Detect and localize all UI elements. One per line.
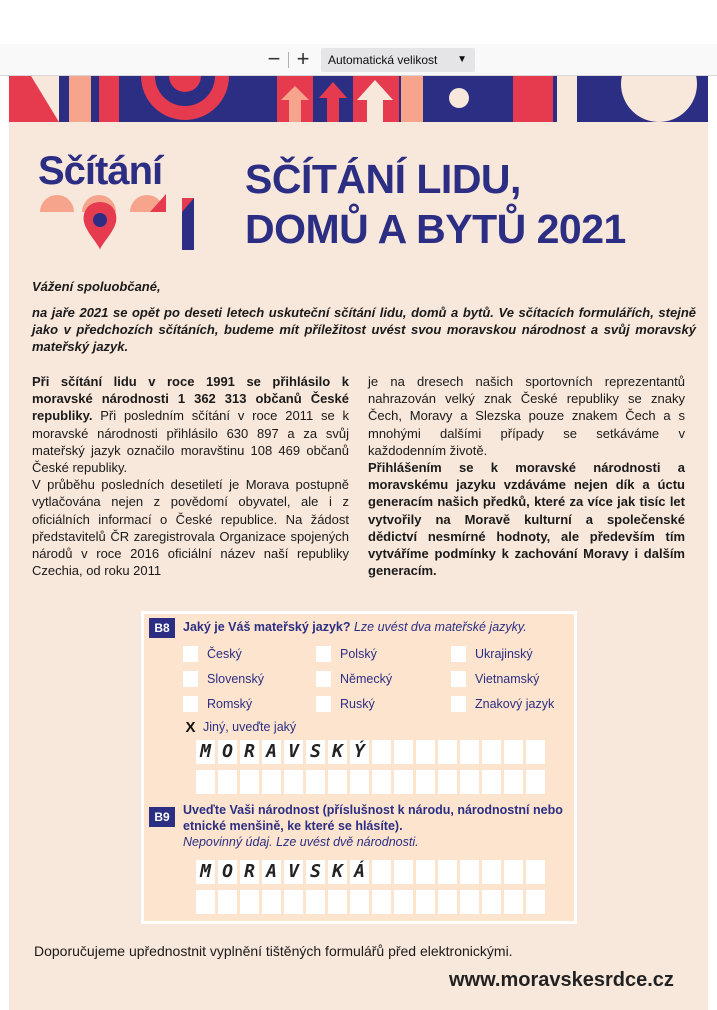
char-cell: [372, 740, 391, 764]
intro-paragraph: na jaře 2021 se opět po deseti letech uskuteční sčítání lidu, domů a bytů. Ve sčítacích formulářích, stejně jako v předchozích sčítáních, budeme mít příležitost uvést svou moravskou národnost a svůj moravský mateřský jazyk.: [32, 305, 696, 354]
b9-answer-row-1[interactable]: [196, 860, 545, 884]
zoom-level-select[interactable]: [321, 48, 475, 72]
salutation: Vážení spoluobčané,: [32, 279, 161, 294]
char-cell: M: [196, 740, 215, 764]
char-cell: [262, 890, 281, 914]
char-cell: [328, 890, 347, 914]
char-cell: [438, 770, 457, 794]
option-label: Slovenský: [207, 672, 264, 686]
website-url: www.moravskesrdce.cz: [449, 969, 674, 991]
char-cell: [372, 770, 391, 794]
checkbox[interactable]: [451, 646, 466, 662]
b9-question-text: Uveďte Vaši národnost (příslušnost k národu, národnostní nebo etnické menšině, ke které se hlásíte).: [183, 803, 563, 833]
pdf-viewer-toolbar: [0, 44, 717, 76]
checkbox[interactable]: [183, 671, 198, 687]
left-paragraph-1-bold: Při sčítání lidu v roce 1991 se přihlásilo k moravské národnosti 1 362 313 občanů České republiky.: [32, 374, 349, 424]
char-cell: [438, 740, 457, 764]
left-column: [32, 373, 349, 579]
b9-answer-row-2[interactable]: [196, 890, 545, 914]
option-label: Český: [207, 647, 242, 661]
char-cell: [394, 860, 413, 884]
char-cell: [372, 860, 391, 884]
char-cell: S: [306, 860, 325, 884]
zoom-out-button[interactable]: −: [267, 46, 281, 71]
char-cell: [460, 890, 479, 914]
checkbox[interactable]: [316, 646, 331, 662]
zoom-level-value: Automatická velikost: [328, 53, 438, 67]
right-paragraph-2: [368, 459, 685, 579]
char-cell: [218, 770, 237, 794]
char-cell: M: [196, 860, 215, 884]
char-cell: [416, 740, 435, 764]
char-cell: [460, 740, 479, 764]
checkbox[interactable]: [451, 696, 466, 712]
footnote: Doporučujeme upřednostnit vyplnění tištěných formulářů před elektronickými.: [34, 943, 513, 959]
b8-badge: B8: [149, 618, 175, 638]
char-cell: [196, 890, 215, 914]
char-cell: [394, 890, 413, 914]
zoom-in-button[interactable]: +: [296, 46, 310, 71]
char-cell: [438, 890, 457, 914]
left-paragraph-2: V průběhu posledních desetiletí je Morava postupně vytlačována nejen z povědomí obyvatel, ale i z oficiálních informací o České republice. Na žádost představitelů ČR zaregistrovala Organizace spojených národů v roce 2016 oficiální název naší republiky Czechia, od roku 2011: [32, 477, 349, 579]
char-cell: [504, 770, 523, 794]
toolbar-divider: [288, 52, 289, 68]
char-cell: [460, 860, 479, 884]
option-label: Jiný, uveďte jaký: [203, 720, 297, 734]
char-cell: [526, 770, 545, 794]
char-cell: [350, 770, 369, 794]
right-column: [368, 373, 685, 579]
char-cell: [526, 740, 545, 764]
char-cell: [526, 890, 545, 914]
char-cell: [504, 860, 523, 884]
checkbox[interactable]: [451, 671, 466, 687]
b8-answer-row-2[interactable]: [196, 770, 545, 794]
checkbox[interactable]: [183, 646, 198, 662]
char-cell: S: [306, 740, 325, 764]
char-cell: [416, 770, 435, 794]
checkbox[interactable]: [183, 696, 198, 712]
char-cell: [438, 860, 457, 884]
char-cell: [240, 890, 259, 914]
char-cell: [460, 770, 479, 794]
document-page: [9, 76, 708, 1010]
char-cell: K: [328, 740, 347, 764]
char-cell: V: [284, 740, 303, 764]
char-cell: O: [218, 740, 237, 764]
option-label: Vietnamský: [475, 672, 540, 686]
char-cell: [240, 770, 259, 794]
title-line-2: DOMŮ A BYTŮ 2021: [245, 206, 626, 252]
option-label: Znakový jazyk: [475, 697, 555, 711]
option-label: Ruský: [340, 697, 375, 711]
char-cell: [262, 770, 281, 794]
option-label: Romský: [207, 697, 253, 711]
char-cell: [328, 770, 347, 794]
char-cell: [416, 890, 435, 914]
char-cell: O: [218, 860, 237, 884]
b8-question-text: Jaký je Váš mateřský jazyk?: [183, 620, 351, 634]
checkbox[interactable]: [316, 696, 331, 712]
char-cell: [482, 770, 501, 794]
char-cell: A: [262, 740, 281, 764]
checkbox[interactable]: [316, 671, 331, 687]
char-cell: Á: [350, 860, 369, 884]
char-cell: A: [262, 860, 281, 884]
title-line-1: SČÍTÁNÍ LIDU,: [245, 156, 521, 202]
chevron-down-icon: ▼: [457, 54, 467, 65]
char-cell: K: [328, 860, 347, 884]
b9-question: [183, 802, 568, 850]
b8-question: [183, 620, 527, 634]
char-cell: [284, 770, 303, 794]
char-cell: R: [240, 740, 259, 764]
b9-badge: B9: [149, 807, 175, 827]
form-panel: [144, 614, 574, 921]
char-cell: [504, 890, 523, 914]
char-cell: [394, 740, 413, 764]
char-cell: [482, 740, 501, 764]
census-logo-2021: [38, 194, 198, 250]
option-label: Polský: [340, 647, 377, 661]
char-cell: [218, 890, 237, 914]
char-cell: V: [284, 860, 303, 884]
right-paragraph-2-bold: Přihlášením se k moravské národnosti a moravskému jazyku vzdáváme nejen dík a úctu generacím našich předků, které za více jak tisíc let vytvořily na Moravě kulturní a společenské dědictví nesmírné hodnoty, ale především tím vytváříme podmínky k zachování Moravy i dalším generacím.: [368, 460, 685, 579]
char-cell: R: [240, 860, 259, 884]
char-cell: [350, 890, 369, 914]
char-cell: [482, 860, 501, 884]
b8-hint: Lze uvést dva mateřské jazyky.: [350, 620, 527, 634]
b9-hint: Nepovinný údaj. Lze uvést dvě národnosti.: [183, 835, 419, 849]
char-cell: [196, 770, 215, 794]
char-cell: [482, 890, 501, 914]
right-paragraph-1: je na dresech našich sportovních reprezentantů nahrazován velký znak České republiky se znaky Čech, Moravy a Slezska pouze znakem Čech a s mnohými dalšími případy se setkáváme v každodenním životě.: [368, 374, 685, 458]
char-cell: [526, 860, 545, 884]
char-cell: [306, 890, 325, 914]
census-logo-text: Sčítání: [38, 149, 163, 193]
census-form-sample: [141, 611, 577, 924]
b8-answer-row-1[interactable]: [196, 740, 545, 764]
char-cell: Ý: [350, 740, 369, 764]
checkbox-checked[interactable]: X: [185, 719, 196, 736]
char-cell: [504, 740, 523, 764]
char-cell: [284, 890, 303, 914]
char-cell: [372, 890, 391, 914]
left-paragraph-1: [32, 373, 349, 476]
left-paragraph-1-rest: Při posledním sčítání v roce 2011 se k moravské národnosti přihlásilo 630 897 a za svůj mateřský jazyk označilo moravštinu 108 469 občanů České republiky.: [32, 408, 349, 476]
char-cell: [306, 770, 325, 794]
decorative-banner: [9, 76, 708, 122]
char-cell: [416, 860, 435, 884]
option-label: Německý: [340, 672, 393, 686]
char-cell: [394, 770, 413, 794]
option-label: Ukrajinský: [475, 647, 533, 661]
page-title: [245, 154, 626, 254]
